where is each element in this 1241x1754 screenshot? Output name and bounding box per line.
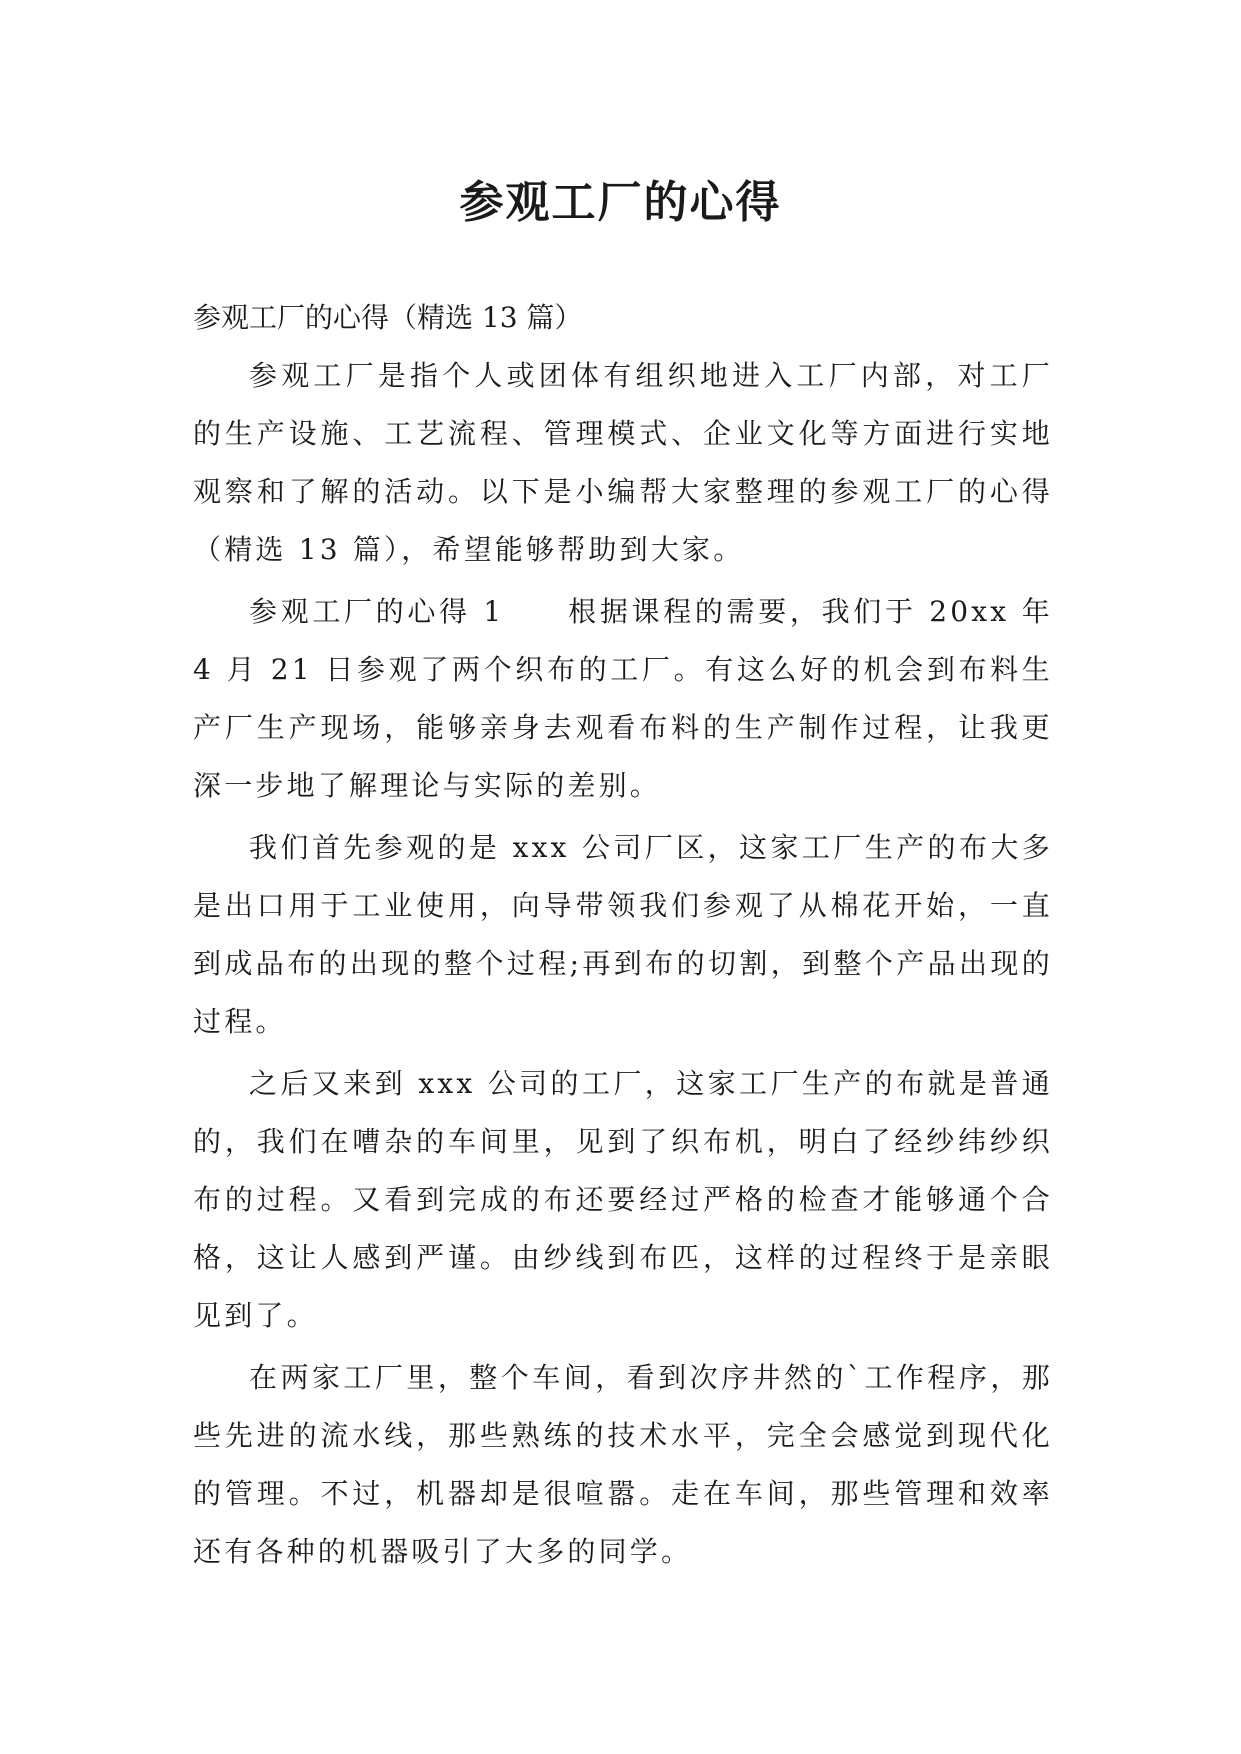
paragraph-first-factory: 我们首先参观的是 xxx 公司厂区，这家工厂生产的布大多是出口用于工业使用，向导带领我们参观了从棉花开始，一直到成品布的出现的整个过程;再到布的切割，到整个产品出现的过程。 [193,831,1053,1038]
document-subtitle: 参观工厂的心得（精选 13 篇） [193,301,583,334]
document-title: 参观工厂的心得 [459,177,782,229]
document-body [193,289,1053,1581]
paragraph-workshop-impressions: 在两家工厂里，整个车间，看到次序井然的`工作程序，那些先进的流水线，那些熟练的技术水平，完全会感觉到现代化的管理。不过，机器却是很喧嚣。走在车间，那些管理和效率还有各种的机器吸引了大多的同学。 [193,1361,1053,1568]
paragraph-essay-1-opening: 参观工厂的心得 1 根据课程的需要，我们于 20xx 年 4 月 21 日参观了两个织布的工厂。有这么好的机会到布料生产厂生产现场，能够亲身去观看布料的生产制作过程，让我更深一步地了解理论与实际的差别。 [193,595,1053,802]
paragraph-second-factory: 之后又来到 xxx 公司的工厂，这家工厂生产的布就是普通的，我们在嘈杂的车间里，见到了织布机，明白了经纱纬纱织布的过程。又看到完成的布还要经过严格的检查才能够通个合格，这让人感到严谨。由纱线到布匹，这样的过程终于是亲眼见到了。 [193,1067,1053,1332]
paragraph-intro: 参观工厂是指个人或团体有组织地进入工厂内部，对工厂的生产设施、工艺流程、管理模式、企业文化等方面进行实地观察和了解的活动。以下是小编帮大家整理的参观工厂的心得（精选 13 篇），希望能够帮助到大家。 [193,359,1053,566]
